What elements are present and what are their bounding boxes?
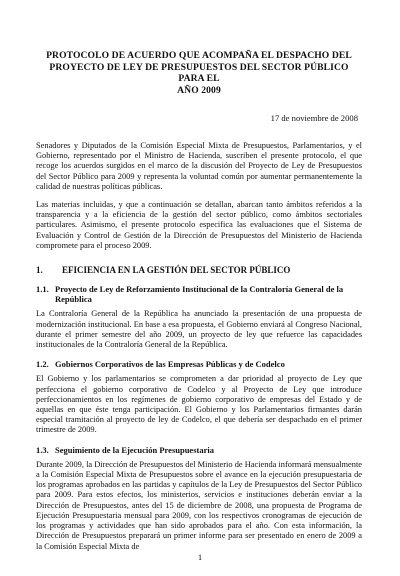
intro-paragraph: Senadores y Diputados de la Comisión Especial Mixta de Presupuestos, Parlamentarios, y el Gobierno, representado por el Ministro de Hacienda, suscriben el presente protocolo, el que recoge los acuerdos surgidos en el marco de la discusión del Proyecto de Ley de Presupuestos del Sector Público para 2009 y representa la voluntad común por aumentar permanentemente la calidad de nuestras políticas públicas. (36, 141, 362, 191)
subsection-title: Proyecto de Ley de Reforzamiento Institucional de la Contraloría General de la República (55, 284, 344, 305)
document-title (36, 50, 362, 96)
section-title: EFICIENCIA EN LA GESTIÓN DEL SECTOR PÚBLICO (62, 265, 291, 276)
title-line: AÑO 2009 (177, 84, 221, 96)
subsection-title: Seguimiento de la Ejecución Presupuestaria (55, 444, 214, 455)
subsection-number: 1.2. (36, 359, 49, 370)
intro-paragraph: Las materias incluidas, y que a continuación se detallan, abarcan tanto ámbitos referidos a la transparencia y a la eficiencia de la gestión del sector público, como ámbitos sectoriales particulares. Asimismo, el presente protocolo especifica las evaluaciones que el Sistema de Evaluación y Control de Gestión de la Dirección de Presupuestos del Ministerio de Hacienda compromete para el proceso 2009. (36, 200, 362, 250)
document-date: 17 de noviembre de 2008 (270, 113, 358, 123)
section-heading (36, 265, 362, 275)
section-number: 1. (36, 265, 43, 276)
subsection-heading (36, 445, 362, 455)
subsection-number: 1.3. (36, 444, 49, 455)
subsection-number: 1.1. (36, 284, 49, 295)
subsection-heading (36, 284, 362, 304)
body-paragraph: El Gobierno y los parlamentarios se comprometen a dar prioridad al proyecto de Ley que perfecciona el gobierno corporativo de Codelco y al Proyecto de Ley que introduce perfeccionamientos en los regímenes de gobierno corporativo de empresas del Estado y de aquellas en que éste tenga participación. El Gobierno y los Parlamentarios firmantes darán especial tramitación al proyecto de ley de Codelco, el que debería ser despachado en el primer trimestre de 2009. (36, 374, 362, 435)
subsection-heading (36, 359, 362, 369)
subsection-title: Gobiernos Corporativos de las Empresas Públicas y de Codelco (55, 359, 285, 370)
title-line: PROYECTO DE LEY DE PRESUPUESTOS DEL SECTOR PÚBLICO PARA EL (49, 61, 349, 84)
page-number: 1 (197, 552, 203, 562)
body-paragraph: Durante 2009, la Dirección de Presupuestos del Ministerio de Hacienda informará mensualmente a la Comisión Especial Mixta de Presupuestos sobre el avance en la ejecución presupuestaria de los programas aprobados en las partidas y capítulos de la Ley de Presupuestos del Sector Público para 2009. Para estos efectos, los ministerios, servicios e instituciones deberán enviar a la Dirección de Presupuestos, antes del 15 de diciembre de 2008, una propuesta de Programa de Ejecución Presupuestaria mensual para 2009, con los respectivos cronogramas de ejecución de los programas y actividades que han sido aprobados para el año. Con esta información, la Dirección de Presupuestos preparará un primer informe para ser presentado en enero de 2009 a la Comisión Especial Mixta de (36, 459, 362, 551)
body-paragraph: La Contraloría General de la República ha anunciado la presentación de una propuesta de modernización institucional. En base a esa propuesta, el Gobierno enviará al Congreso Nacional, durante el primer semestre del año 2009, un proyecto de ley que refuerce las capacidades institucionales de la Contraloría General de la República. (36, 309, 362, 350)
title-line: PROTOCOLO DE ACUERDO QUE ACOMPAÑA EL DESPACHO DEL (46, 50, 352, 61)
